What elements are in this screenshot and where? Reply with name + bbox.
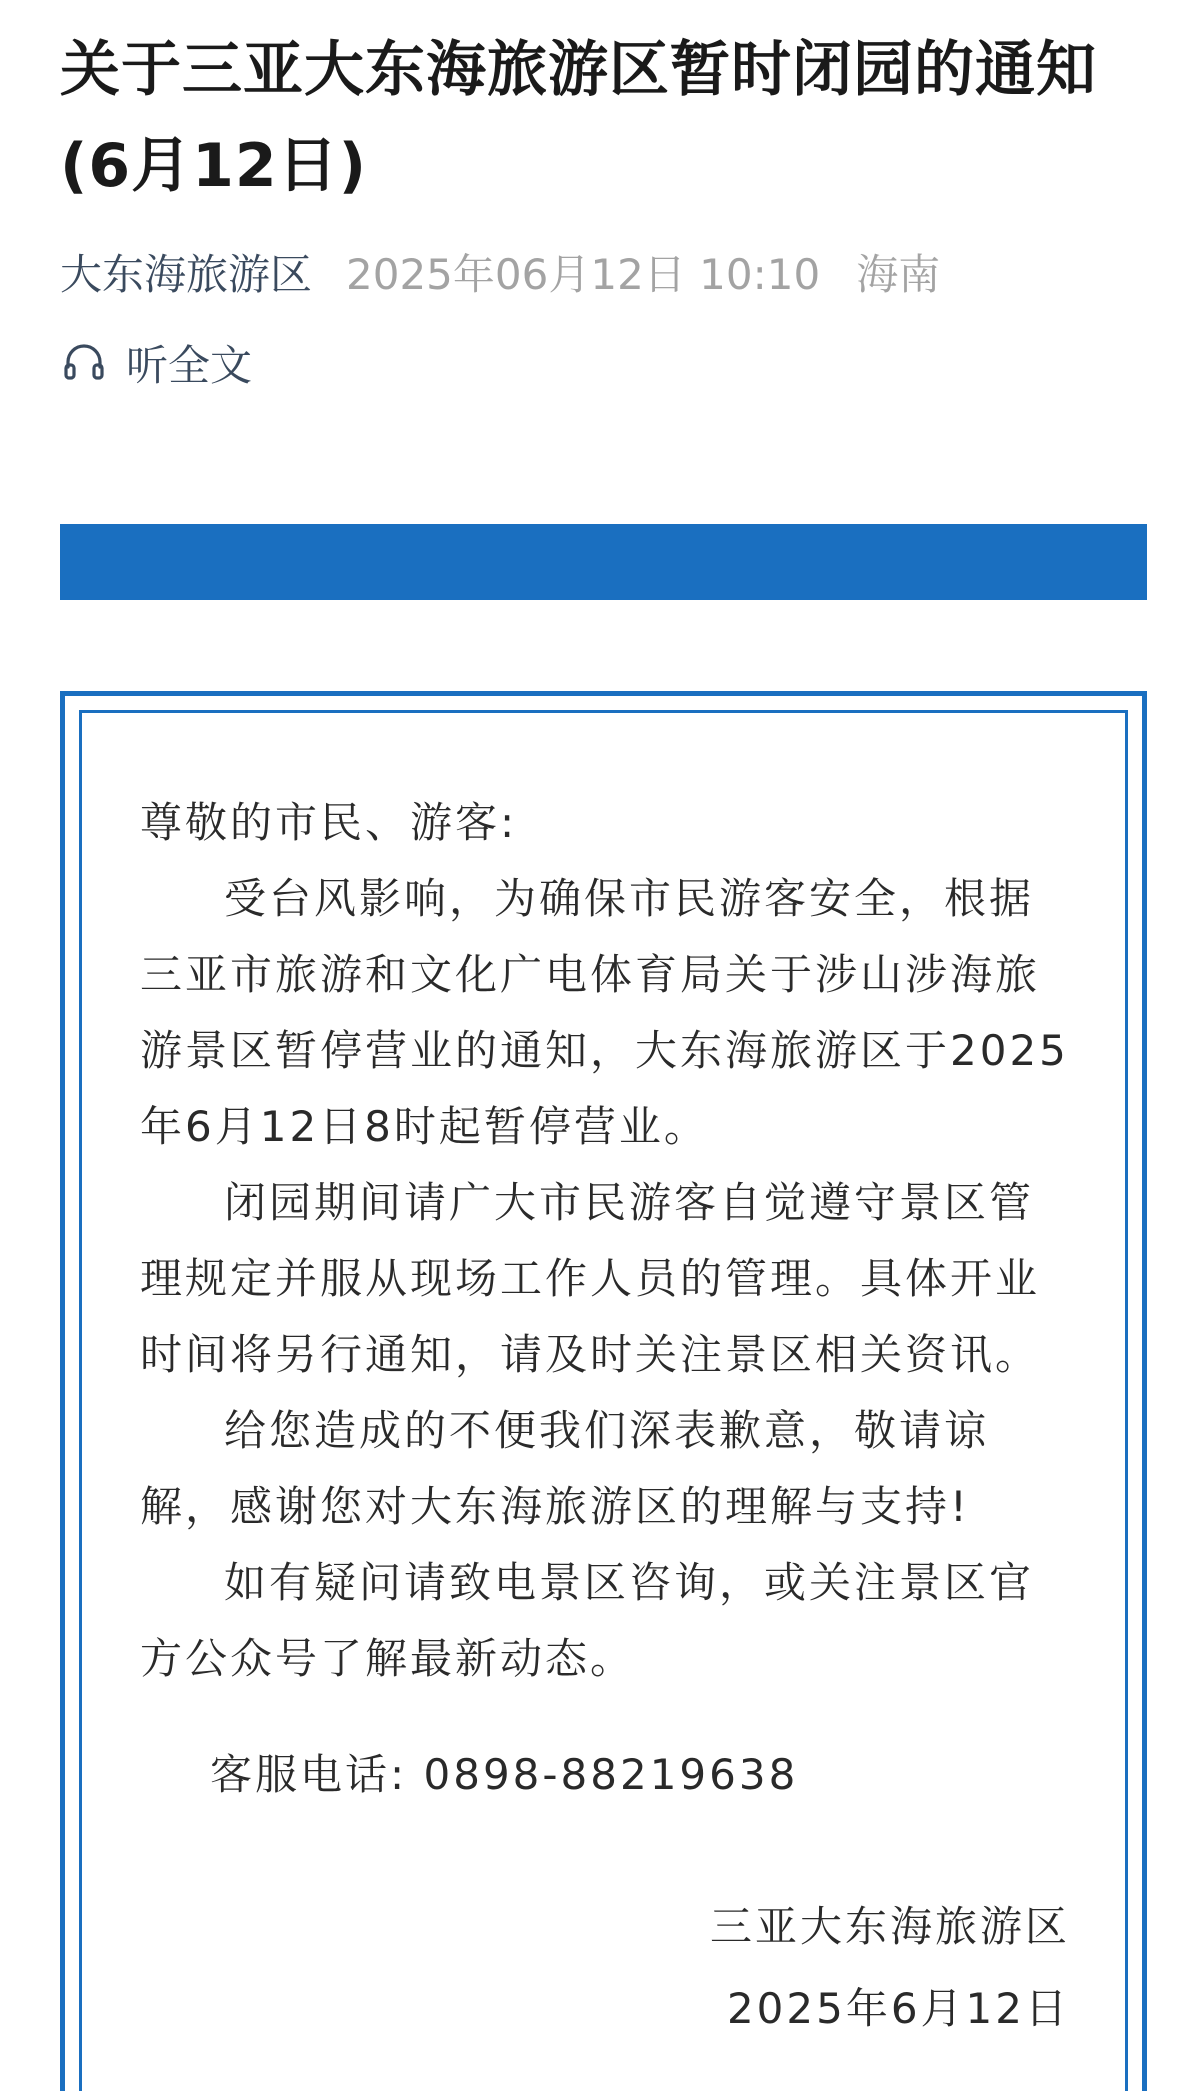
article-meta [60, 242, 940, 302]
source-link[interactable]: 大东海旅游区 [60, 250, 313, 299]
notice-greeting: 尊敬的市民、游客: [140, 798, 518, 847]
notice-sign-date: 2025年6月12日 [726, 1984, 1070, 2033]
listen-full-text-button[interactable] [60, 333, 252, 393]
article-title: 关于三亚大东海旅游区暂时闭园的通知(6月12日) [60, 35, 1097, 201]
notice-paragraph-2: 闭园期间请广大市民游客自觉遵守景区管理规定并服从现场工作人员的管理。具体开业时间将另行通知，请及时关注景区相关资讯。 [140, 1178, 1041, 1379]
notice-header-bar [60, 524, 1147, 600]
notice-paragraph-3: 给您造成的不便我们深表歉意，敬请谅解，感谢您对大东海旅游区的理解与支持! [140, 1406, 990, 1531]
notice-paragraph-4: 如有疑问请致电景区咨询，或关注景区官方公众号了解最新动态。 [140, 1558, 1035, 1683]
region-label: 海南 [856, 250, 941, 299]
notice-paragraph-1: 受台风影响，为确保市民游客安全，根据三亚市旅游和文化广电体育局关于涉山涉海旅游景区暂停营业的通知，大东海旅游区于2025年6月12日8时起暂停营业。 [140, 874, 1069, 1151]
headphones-icon [60, 337, 126, 389]
publish-datetime: 2025年06月12日 10:10 [346, 250, 821, 299]
notice-body [140, 785, 1070, 2047]
customer-service-phone: 客服电话: 0898-88219638 [210, 1750, 799, 1799]
listen-label: 听全文 [126, 341, 253, 390]
notice-signer: 三亚大东海旅游区 [709, 1902, 1070, 1951]
